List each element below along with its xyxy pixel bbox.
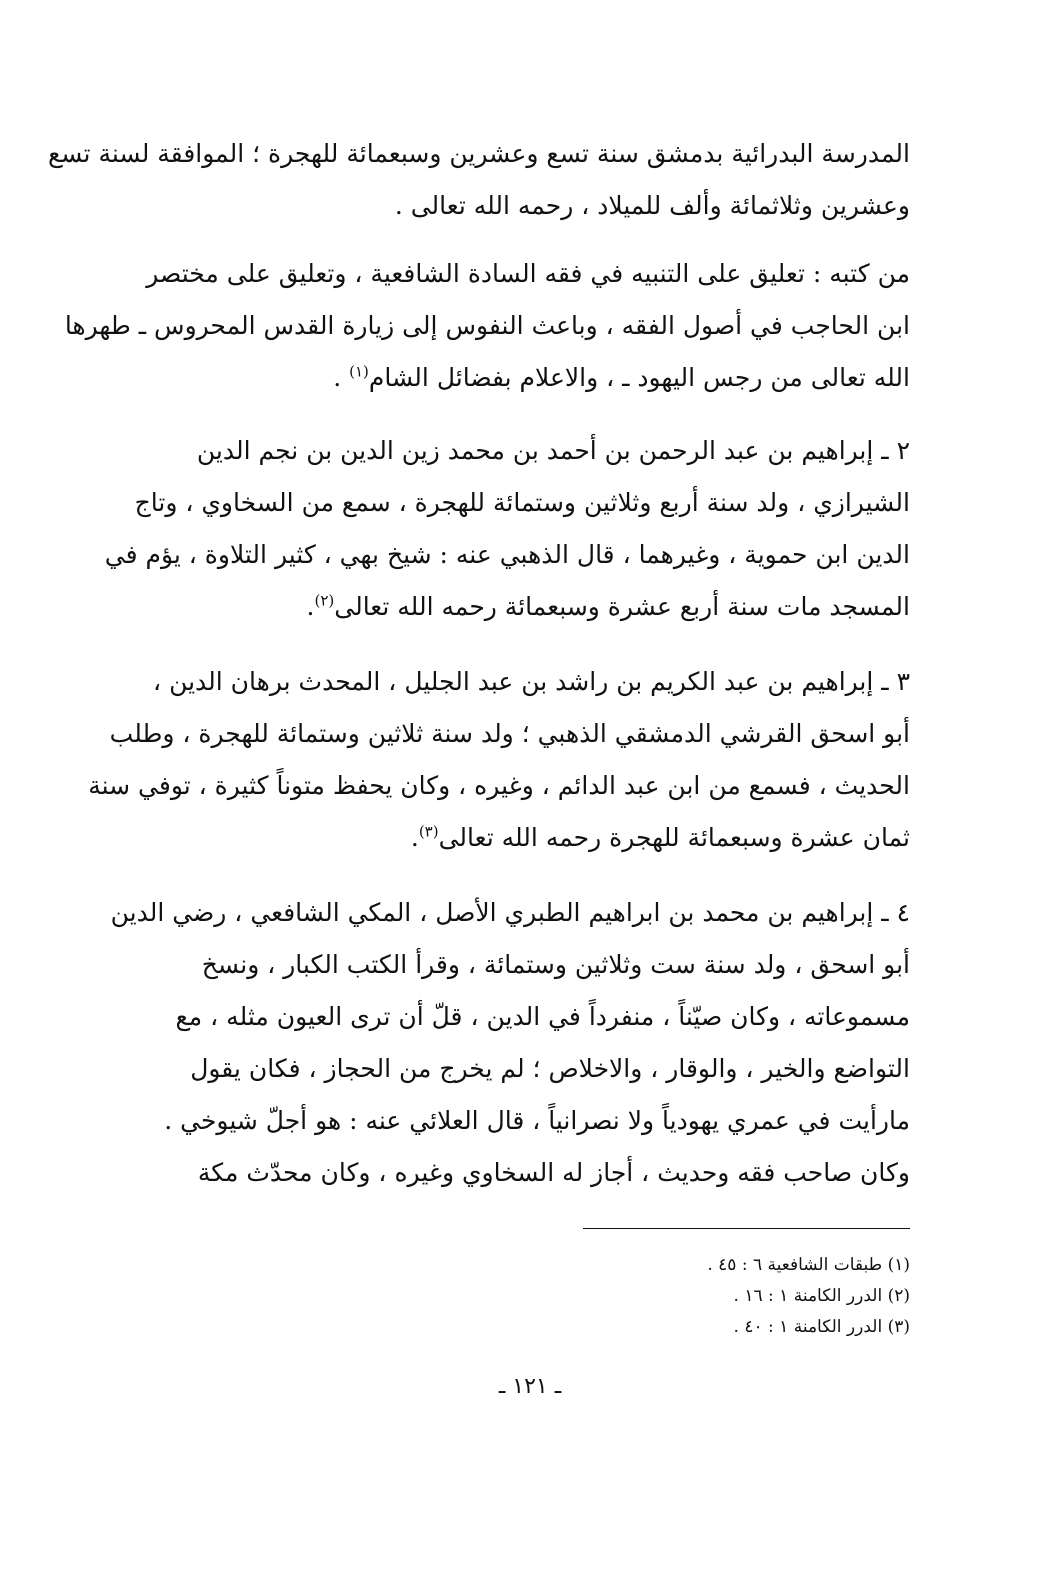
footnote-ref-2: (٢) [314, 591, 335, 610]
paragraph-5-line-4: التواضع والخير ، والوقار ، والاخلاص ؛ لم يخرج من الحجاز ، فكان يقول [190, 1054, 910, 1083]
footnotes [583, 1250, 910, 1343]
paragraph-4-line-3: الحديث ، فسمع من ابن عبد الدائم ، وغيره ، وكان يحفظ متوناً كثيرة ، توفي سنة [88, 771, 910, 800]
paragraph-4 [88, 656, 910, 864]
footnote-2: (٢) الدرر الكامنة ١ : ١٦ . [733, 1286, 910, 1306]
paragraph-3-line-4-text: المسجد مات سنة أربع عشرة وسبعمائة رحمه الله تعالى [334, 592, 910, 621]
footnote-3: (٣) الدرر الكامنة ١ : ٤٠ . [733, 1317, 910, 1337]
paragraph-2-line-1: من كتبه : تعليق على التنبيه في فقه السادة الشافعية ، وتعليق على مختصر [146, 259, 910, 288]
paragraph-4-line-4 [140, 812, 910, 864]
paragraph-3-line-1: ٢ ـ إبراهيم بن عبد الرحمن بن أحمد بن محمد زين الدين بن نجم الدين [196, 436, 910, 465]
paragraph-1-line-1: المدرسة البدرائية بدمشق سنة تسع وعشرين وسبعمائة للهجرة ؛ الموافقة لسنة تسع [47, 139, 910, 168]
paragraph-3-end: . [306, 592, 315, 621]
paragraph-5-line-5: مارأيت في عمري يهودياً ولا نصرانياً ، قال العلائي عنه : هو أجلّ شيوخي . [164, 1106, 910, 1135]
paragraph-1 [47, 128, 910, 232]
paragraph-5-line-2: أبو اسحق ، ولد سنة ست وثلاثين وستمائة ، وقرأ الكتب الكبار ، ونسخ [201, 950, 910, 979]
paragraph-4-line-2: أبو اسحق القرشي الدمشقي الذهبي ؛ ولد سنة ثلاثين وستمائة للهجرة ، وطلب [109, 719, 910, 748]
paragraph-4-line-1: ٣ ـ إبراهيم بن عبد الكريم بن راشد بن عبد الجليل ، المحدث برهان الدين ، [153, 667, 910, 696]
footnote-1: (١) طبقات الشافعية ٦ : ٤٥ . [707, 1255, 910, 1275]
paragraph-2 [64, 248, 910, 404]
paragraph-3-line-3: الدين ابن حموية ، وغيرهما ، قال الذهبي عنه : شيخ بهي ، كثير التلاوة ، يؤم في [104, 540, 910, 569]
paragraph-5-line-3: مسموعاته ، وكان صيّناً ، منفرداً في الدين ، قلّ أن ترى العيون مثله ، مع [175, 1002, 910, 1031]
footnote-ref-3: (٣) [418, 822, 439, 841]
paragraph-2-line-3-text: الله تعالى من رجس اليهود ـ ، والاعلام بفضائل الشام [368, 363, 910, 392]
paragraph-5-line-6: وكان صاحب فقه وحديث ، أجاز له السخاوي وغيره ، وكان محدّث مكة [197, 1158, 910, 1187]
paragraph-2-end: . [333, 363, 350, 392]
paragraph-2-line-3 [140, 352, 910, 404]
paragraph-3-line-4 [140, 581, 910, 633]
paragraph-3 [104, 425, 910, 633]
paragraph-2-line-2: ابن الحاجب في أصول الفقه ، وباعث النفوس إلى زيارة القدس المحروس ـ طهرها [64, 311, 910, 340]
paragraph-5-line-1: ٤ ـ إبراهيم بن محمد بن ابراهيم الطبري الأصل ، المكي الشافعي ، رضي الدين [110, 898, 910, 927]
page-number: ـ ١٢١ ـ [498, 1374, 562, 1399]
paragraph-3-line-2: الشيرازي ، ولد سنة أربع وثلاثين وستمائة للهجرة ، سمع من السخاوي ، وتاج [134, 488, 910, 517]
footnote-ref-1: (١) [349, 362, 369, 381]
paragraph-5 [110, 887, 910, 1199]
footnote-divider [583, 1228, 910, 1229]
paragraph-1-line-2: وعشرين وثلاثمائة وألف للميلاد ، رحمه الله تعالى . [394, 191, 910, 220]
paragraph-4-line-4-text: ثمان عشرة وسبعمائة للهجرة رحمه الله تعالى [438, 823, 910, 852]
paragraph-4-end: . [410, 823, 419, 852]
